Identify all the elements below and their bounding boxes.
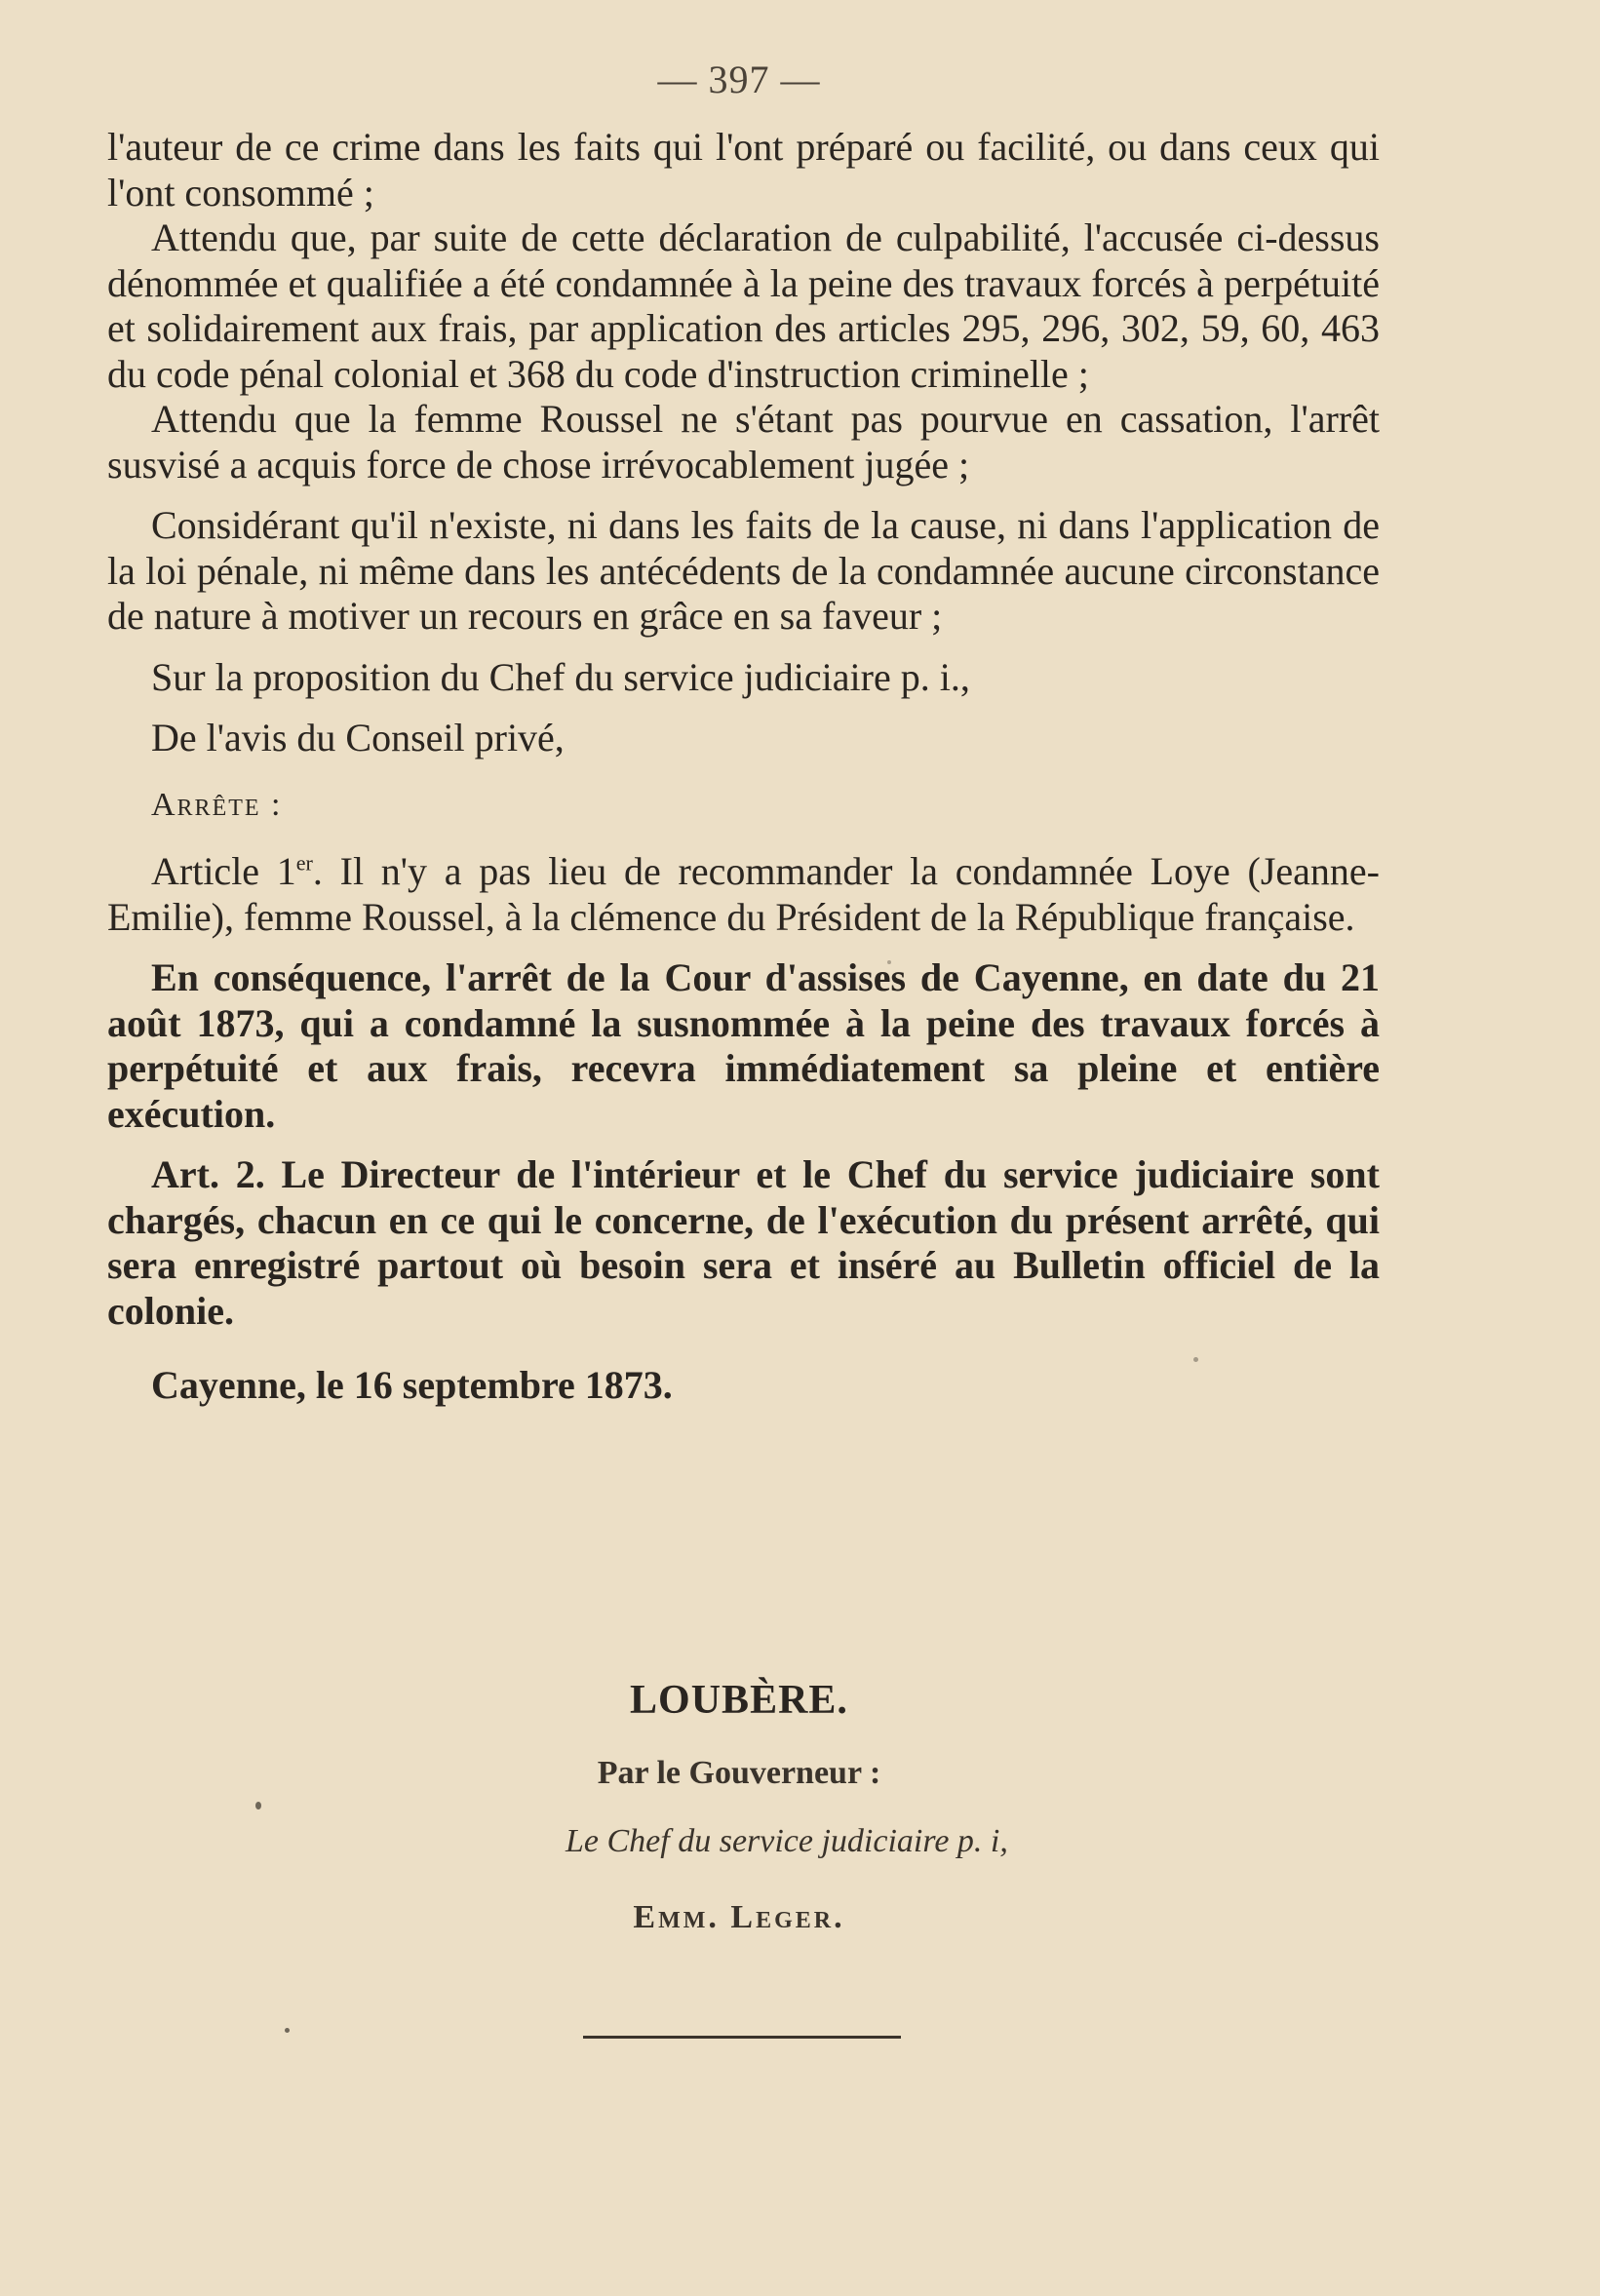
article-1 xyxy=(107,849,1380,940)
signer-name: LOUBÈRE. xyxy=(630,1678,848,1723)
paragraph-continuation: l'auteur de ce crime dans les faits qui l'ont préparé ou facilité, ou dans ceux qui l'ont consommé ; xyxy=(107,125,1380,214)
paragraph-attendu-culpabilite: Attendu que, par suite de cette déclaration de culpabilité, l'accusée ci-dessus dénommée et qualifiée a été condamnée à la peine des travaux forcés à perpétuité et solidairement aux frais, par application des articles 295, 296, 302, 59, 60, 463 du code pénal colonial et 368 du code d'instruction criminelle ; xyxy=(107,215,1380,396)
ink-speck xyxy=(285,2028,290,2033)
article-1-text: . Il n'y a pas lieu de recommander la condamnée Loye (Jeanne-Emilie), femme Roussel, à la clémence du Président de la République française. xyxy=(107,849,1380,939)
paragraph-proposition: Sur la proposition du Chef du service judiciaire p. i., xyxy=(151,654,970,699)
countersigner-name: Emm. Leger. xyxy=(633,1899,845,1935)
body-text xyxy=(107,125,1380,1409)
paragraph-consequence: En conséquence, l'arrêt de la Cour d'assises de Cayenne, en date du 21 août 1873, qui a condamné la susnommée à la peine des travaux forcés à perpétuité et aux frais, recevra immédiatement sa pleine et entière exécution. xyxy=(107,955,1380,1136)
paragraph-considerant: Considérant qu'il n'existe, ni dans les faits de la cause, ni dans l'application de la loi pénale, ni même dans les antécédents de la condamnée aucune circonstance de nature à motiver un recours en grâce en sa faveur ; xyxy=(107,503,1380,638)
page-number: — 397 — xyxy=(657,58,821,101)
ink-speck xyxy=(1193,1357,1198,1362)
chef-service-line: Le Chef du service judiciaire p. i, xyxy=(566,1823,1008,1859)
ink-speck xyxy=(255,1802,261,1810)
closing-rule xyxy=(583,2036,901,2039)
par-le-gouverneur: Par le Gouverneur : xyxy=(597,1755,881,1791)
article-1-sup: er xyxy=(295,850,313,876)
ink-speck xyxy=(887,960,891,964)
article-2: Art. 2. Le Directeur de l'intérieur et le Chef du service judiciaire sont chargés, chacun en ce qui le concerne, de l'exécution du présent arrêté, qui sera enregistré partout où besoin sera et inséré au Bulletin officiel de la colonie. xyxy=(107,1152,1380,1333)
arrete-heading: Arrête : xyxy=(151,786,283,823)
paragraph-avis: De l'avis du Conseil privé, xyxy=(151,716,565,759)
paragraph-attendu-cassation: Attendu que la femme Roussel ne s'étant pas pourvue en cassation, l'arrêt susvisé a acquis force de chose irrévocablement jugée ; xyxy=(107,397,1380,486)
article-1-prefix: Article 1 xyxy=(151,849,296,893)
place-date: Cayenne, le 16 septembre 1873. xyxy=(151,1363,673,1407)
